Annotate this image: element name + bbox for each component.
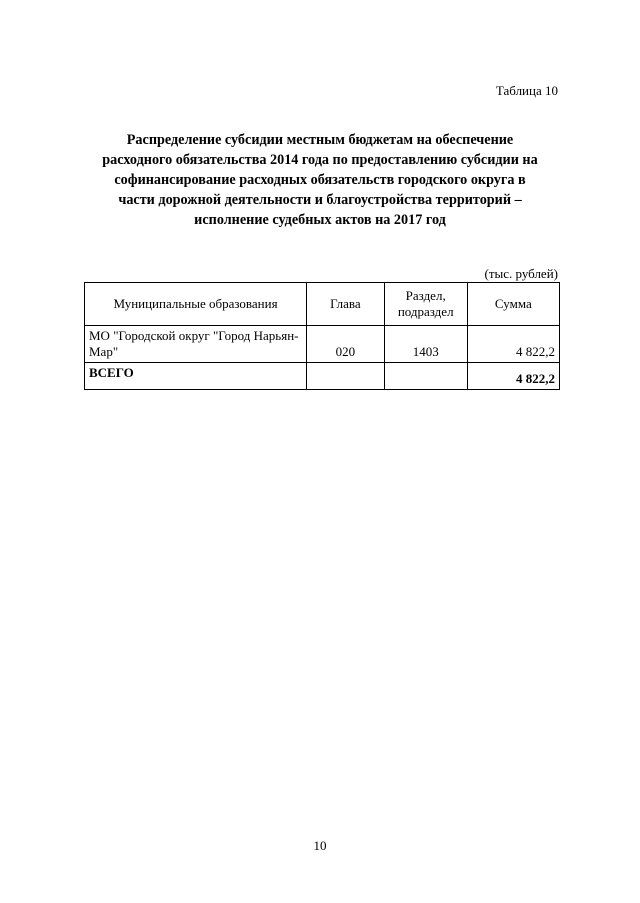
cell-glava: 020 [307,326,385,363]
total-glava-empty [307,363,385,390]
table-header-row [85,283,560,326]
cell-section: 1403 [384,326,467,363]
document-title: Распределение субсидии местным бюджетам на обеспечение расходного обязательства 2014 года по предоставлению субсидии на софинансирование расходных обязательств городского округа в части дорожной деятельности и благоустройства территорий – исполнение судебных актов на 2017 год [102,132,538,228]
cell-municipality: МО "Городской округ "Город Нарьян-Мар" [85,326,307,363]
cell-sum: 4 822,2 [467,326,559,363]
page-number: 10 [313,838,327,853]
total-label: ВСЕГО [85,363,307,390]
subsidy-distribution-table [84,282,560,390]
table-row [85,326,560,363]
total-row [85,363,560,390]
column-header-glava: Глава [307,283,385,326]
total-section-empty [384,363,467,390]
table-number-label: Таблица 10 [495,83,558,98]
column-header-sum: Сумма [467,283,559,326]
total-sum: 4 822,2 [467,363,559,390]
column-header-section: Раздел, подраздел [384,283,467,326]
column-header-municipality: Муниципальные образования [85,283,307,326]
units-label: (тыс. рублей) [484,266,558,281]
